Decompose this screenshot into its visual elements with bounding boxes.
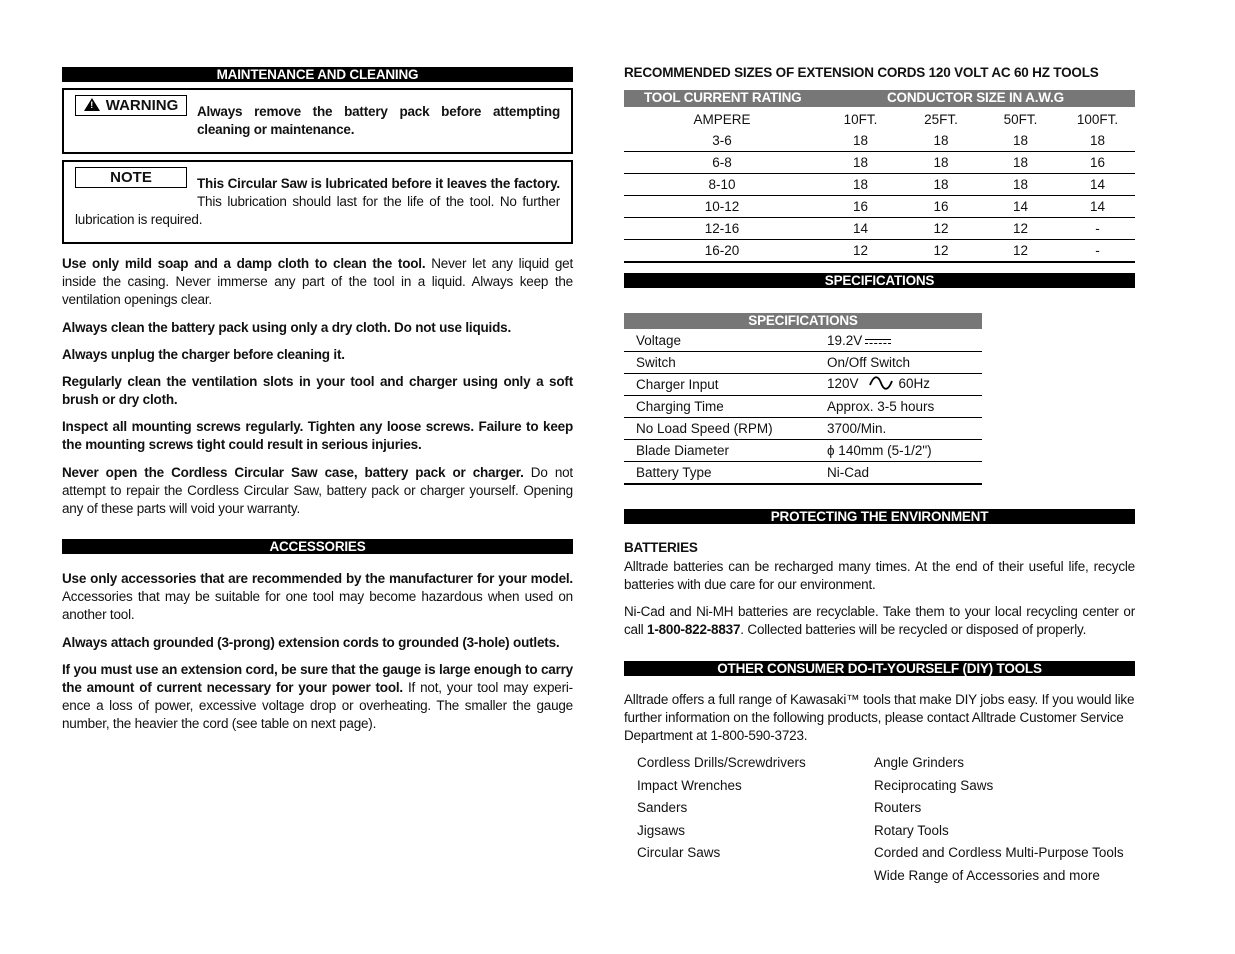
table-cell: 12 (981, 240, 1060, 263)
clean-body: Never let any liquid get inside the casing. Never immerse any part of the tool in a liquid. Always keep the ventilation openings clear. (62, 256, 574, 307)
table-cell: 18 (820, 130, 901, 152)
maintenance-heading: MAINTENANCE AND CLEANING (62, 67, 573, 82)
table-cell: 12 (820, 240, 901, 263)
table-cell: 14 (820, 218, 901, 240)
accessories-paragraph-3 (62, 661, 573, 733)
tools-list-right (874, 752, 1124, 888)
spec-value (815, 440, 982, 462)
case-paragraph (62, 464, 573, 518)
spec-label: No Load Speed (RPM) (624, 418, 815, 440)
table-row (624, 240, 1135, 263)
acc1-body: Accessories that may be suitable for one tool may become hazardous when used on another tool. (62, 589, 573, 622)
spec-row (624, 462, 982, 485)
spec-value (815, 374, 982, 396)
specifications-heading: SPECIFICATIONS (624, 273, 1135, 288)
case-bold: Never open the Cordless Circular Saw case, battery pack or charger. (62, 465, 524, 480)
extension-cord-table (624, 109, 1135, 263)
table-cell: 14 (1060, 174, 1135, 196)
acc3-bold: If you must use an extension cord, be sure that the gauge is large enough to carry the amount of current necessary for your power tool. (62, 662, 573, 695)
cords-column-header: AMPERE (693, 112, 751, 127)
spec-row (624, 330, 982, 352)
case-body: Do not attempt to repair the Cordless Circular Saw, battery pack or charger yourself. Opening any of these parts will void your warranty. (62, 465, 573, 516)
spec-row (624, 418, 982, 440)
table-row (624, 196, 1135, 218)
list-item: Angle Grinders (874, 755, 965, 770)
warning-text: Always remove the battery pack before attempting cleaning or maintenance. (197, 104, 560, 137)
environment-heading: PROTECTING THE ENVIRONMENT (624, 509, 1135, 524)
list-item: Impact Wrenches (637, 777, 742, 793)
list-item: Cordless Drills/Screwdrivers (637, 755, 806, 770)
spec-value-text: Ni-Cad (827, 465, 870, 480)
ac-wave-icon (869, 376, 893, 393)
spec-label: Charger Input (624, 374, 815, 396)
list-item: Jigsaws (637, 822, 686, 838)
warning-icon: ! (84, 98, 100, 111)
spec-value-text: 19.2V (827, 333, 863, 348)
spec-value (815, 418, 982, 440)
spec-value (815, 462, 982, 485)
table-row (624, 130, 1135, 152)
cords-column-header-row (624, 109, 1135, 130)
spec-row (624, 396, 982, 418)
table-cell: - (1060, 240, 1135, 263)
list-item: Corded and Cordless Multi-Purpose Tools (874, 845, 1124, 861)
acc3-body: If not, your tool may experi-ence a loss of power, excessive voltage drop or overheating. The smaller the gauge number, the heavier the cord (see table on next page). (62, 680, 573, 731)
list-item: Sanders (637, 800, 688, 816)
table-cell: 18 (901, 130, 981, 152)
spec-value (815, 396, 982, 418)
table-cell: 6-8 (624, 152, 820, 174)
table-cell: 18 (820, 152, 901, 174)
spec-value-text: On/Off Switch (827, 355, 911, 370)
clean-bold: Use only mild soap and a damp cloth to clean the tool. (62, 256, 426, 271)
table-cell: 12 (901, 240, 981, 263)
note-body: This lubrication should last for the life of the tool. No further lubrication is required. (75, 194, 560, 227)
table-cell: 10-12 (624, 196, 820, 218)
table-row (624, 218, 1135, 240)
batteries-heading: BATTERIES (624, 540, 698, 555)
acc1-bold: Use only accessories that are recommended by the manufacturer for your model. (62, 571, 573, 586)
cords-column-header: 100FT. (1076, 112, 1119, 127)
diy-heading: OTHER CONSUMER DO-IT-YOURSELF (DIY) TOOLS (624, 661, 1135, 676)
warning-tag (75, 95, 187, 116)
accessories-paragraph-2: Always attach grounded (3-prong) extension cords to grounded (3-hole) outlets. (62, 635, 560, 650)
env2-post: . Collected batteries will be recycled or disposed of properly. (740, 622, 1087, 637)
warning-box (62, 88, 573, 154)
list-item: Circular Saws (637, 845, 721, 861)
table-cell: 12 (901, 218, 981, 240)
table-cell: 18 (820, 174, 901, 196)
spec-label: Switch (624, 352, 815, 374)
accessories-heading: ACCESSORIES (62, 539, 573, 554)
list-item: Routers (874, 800, 922, 816)
table-cell: 18 (981, 130, 1060, 152)
cords-header-right: CONDUCTOR SIZE IN A.W.G (887, 90, 1064, 105)
table-cell: 18 (981, 152, 1060, 174)
charger-unplug-paragraph: Always unplug the charger before cleaning it. (62, 347, 345, 362)
spec-value-text: ϕ 140mm (5-1/2") (827, 443, 932, 458)
spec-row (624, 374, 982, 396)
table-cell: 18 (901, 174, 981, 196)
spec-value-text: 120V (827, 376, 859, 392)
table-cell: 8-10 (624, 174, 820, 196)
warning-label: WARNING (105, 97, 179, 114)
accessories-paragraph-1 (62, 570, 573, 624)
specifications-table (624, 330, 982, 485)
list-item: Reciprocating Saws (874, 777, 994, 793)
table-cell: 16-20 (624, 240, 820, 263)
table-cell: 3-6 (624, 130, 820, 152)
spec-value-text: Approx. 3-5 hours (827, 399, 935, 414)
cords-title: RECOMMENDED SIZES OF EXTENSION CORDS 120 VOLT AC 60 HZ TOOLS (624, 65, 1099, 80)
cords-column-header: 10FT. (843, 112, 878, 127)
table-cell: 16 (901, 196, 981, 218)
table-row (624, 152, 1135, 174)
spec-value-frequency: 60Hz (898, 376, 931, 392)
dc-symbol-icon (865, 339, 891, 344)
tools-list-left (637, 752, 806, 865)
table-cell: - (1060, 218, 1135, 240)
list-item: Rotary Tools (874, 822, 949, 838)
note-box (62, 160, 573, 244)
diy-paragraph: Alltrade offers a full range of Kawasaki™ tools that make DIY jobs easy. If you would like further information on the following products, please contact Alltrade Customer Service Department at 1-800-590-3723. (624, 692, 1135, 743)
spec-value (815, 352, 982, 374)
spec-label: Charging Time (624, 396, 815, 418)
table-cell: 12-16 (624, 218, 820, 240)
specs-table-header: SPECIFICATIONS (624, 313, 982, 329)
spec-value-text: 3700/Min. (827, 421, 887, 436)
note-tag: NOTE (75, 167, 187, 188)
cords-column-header: 25FT. (924, 112, 958, 127)
env-paragraph-2 (624, 603, 1135, 639)
cords-header-left: TOOL CURRENT RATING (644, 90, 802, 105)
vent-slots-paragraph: Regularly clean the ventilation slots in your tool and charger using only a soft brush or dry cloth. (62, 374, 573, 407)
battery-clean-paragraph: Always clean the battery pack using only a dry cloth. Do not use liquids. (62, 320, 512, 335)
table-cell: 16 (1060, 152, 1135, 174)
cords-header-bar (624, 90, 1135, 107)
spec-label: Battery Type (624, 462, 815, 485)
table-cell: 14 (981, 196, 1060, 218)
spec-label: Blade Diameter (624, 440, 815, 462)
screws-paragraph: Inspect all mounting screws regularly. Tighten any loose screws. Failure to keep the mounting screws tight could result in serious injuries. (62, 419, 573, 452)
table-cell: 14 (1060, 196, 1135, 218)
table-cell: 18 (901, 152, 981, 174)
clean-paragraph (62, 255, 573, 309)
spec-label: Voltage (624, 330, 815, 352)
table-cell: 16 (820, 196, 901, 218)
table-cell: 12 (981, 218, 1060, 240)
list-item: Wide Range of Accessories and more (874, 867, 1100, 883)
table-cell: 18 (1060, 130, 1135, 152)
note-bold: This Circular Saw is lubricated before it leaves the factory. (197, 176, 560, 191)
env-paragraph-1: Alltrade batteries can be recharged many times. At the end of their useful life, recycle batteries with due care for our environment. (624, 559, 1135, 592)
env2-pre: Ni-Cad and Ni-MH batteries are recyclable. Take them to your local recycling center or call (624, 604, 1135, 637)
spec-value (815, 330, 982, 352)
recycling-phone: 1-800-822-8837 (647, 622, 741, 637)
spec-row (624, 440, 982, 462)
cords-column-header: 50FT. (1003, 112, 1038, 127)
spec-row (624, 352, 982, 374)
table-row (624, 174, 1135, 196)
table-cell: 18 (981, 174, 1060, 196)
